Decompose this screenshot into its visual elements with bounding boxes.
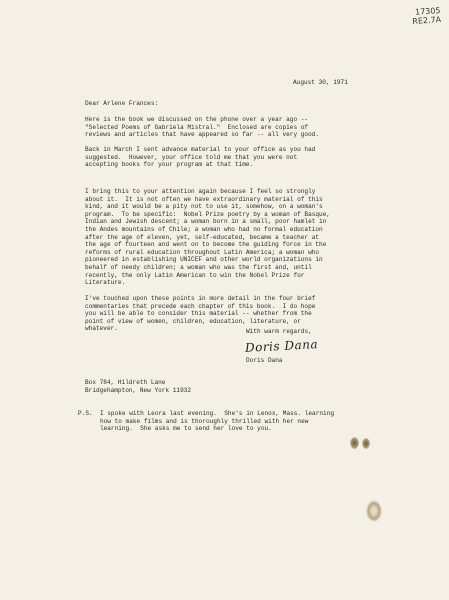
letter-paragraph-1: Here is the book we discussed on the phone over a year ago -- "Selected Poems of Gabriela Mistral." Enclosed are copies of reviews and articles that have appeared so far -- all very good.: [85, 116, 320, 139]
ink-stain: [350, 437, 359, 449]
letter-date: August 30, 1971: [293, 79, 348, 86]
sender-address: Box 784, Hildreth Lane Bridgehampton, New York 11932: [85, 379, 192, 394]
letter-paragraph-3: I bring this to your attention again because I feel so strongly about it. It is not often we have extraordinary material of this kind, and it would be a pity not to use it, somehow, on a woman's program. To be specific: Nobel Prize poetry by a woman of Basque, Indian and Jewish descent; a woman born in a small, poor hamlet in the Andes mountains of Chile; a woman who had no formal education after the age of eleven, yet, self-educated, became a teacher at the age of fourteen and went on to become the guiding force in the reforms of rural education throughout Latin America; a woman who pioneered in establishing UNICEF and other world organizations in behalf of needy children; a woman who was the first and, until recently, the only Latin American to win the Nobel Prize for Literature.: [85, 188, 331, 287]
paper-stain: [366, 500, 382, 522]
ink-stain: [362, 438, 370, 449]
archive-handwritten-mark: [412, 6, 442, 26]
letter-closing: With warm regards,: [246, 328, 312, 335]
archive-mark-line2: RE2.7A: [412, 14, 442, 26]
handwritten-signature: Doris Dana: [244, 337, 319, 355]
postscript: P.S. I spoke with Leora last evening. She's in Lenox, Mass. learning how to make films and is thoroughly thrilled with her new learning. She asks me to send her love to you.: [78, 410, 334, 433]
archive-mark-line1: 17305: [414, 6, 441, 17]
letter-paragraph-4: I've touched upon these points in more detail in the four brief commentaries that precede each chapter of this book. I do hope you will be able to consider this material -- whether from the point of view of women, children, education, literature, or whatever.: [85, 295, 316, 333]
typed-signer-name: Doris Dana: [246, 357, 283, 364]
letter-salutation: Dear Arlene Frances:: [85, 100, 159, 107]
letter-paragraph-2: Back in March I sent advance material to your office as you had suggested. However, your office told me that you were not accepting books for your program at that time.: [85, 146, 316, 169]
